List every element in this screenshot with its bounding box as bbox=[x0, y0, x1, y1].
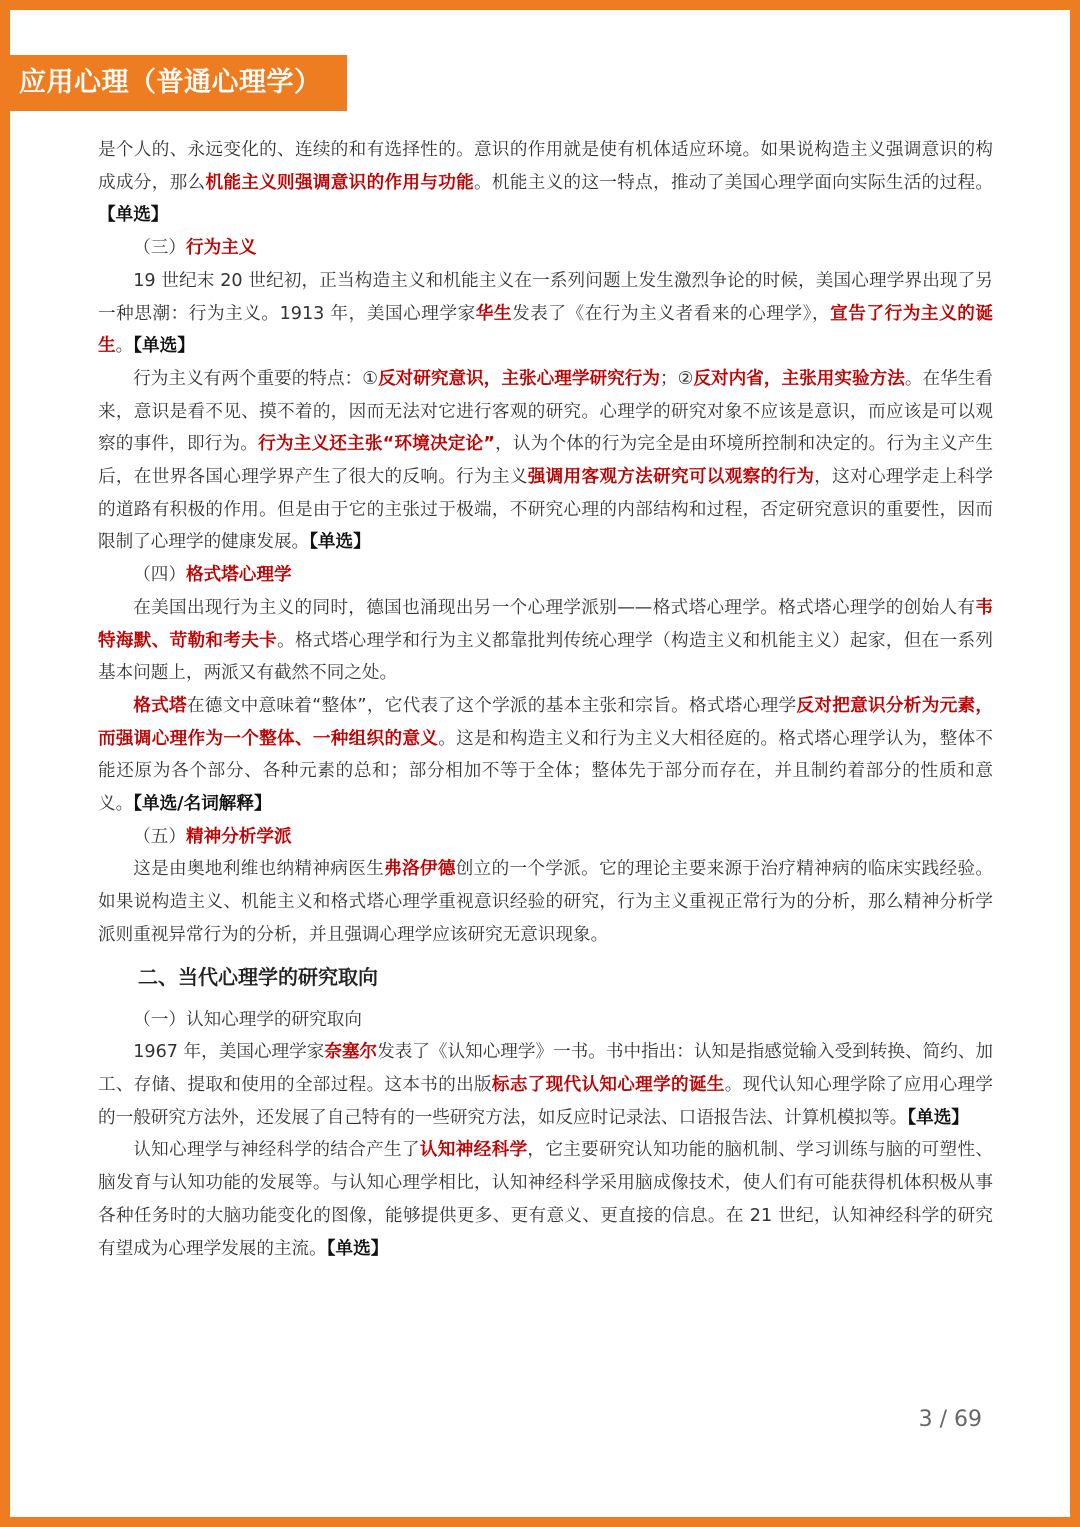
text-span: 是个人的、永远变化的、连续的和有选择性的。意识的作用就是使有机体适应环境。如果说构造主义强调意识的构成成分，那么 bbox=[98, 140, 993, 193]
text-span: 。格式塔心理学和行为主义都靠批判传统心理学（构造主义和机能主义）起家，但在一系列基本问题上，两派又有截然不同之处。 bbox=[98, 630, 993, 684]
paragraph-psychoanalysis bbox=[98, 853, 993, 951]
highlight-text: 标志了现代认知心理学的诞生 bbox=[491, 1074, 725, 1095]
text-span: 这是由奥地利维也纳精神病医生 bbox=[133, 859, 385, 880]
text-span: ，这对心理学走上科学的道路有积极的作用。但是由于它的主张过于极端，不研究心理的内部结构和过程，否定研究意识的重要性，因而限制了心理学的健康发展。 bbox=[98, 467, 993, 553]
section-number: （三） bbox=[133, 238, 186, 259]
header-title: 应用心理（普通心理学） bbox=[10, 55, 347, 111]
text-span: 行为主义有两个重要的特点：① bbox=[133, 368, 379, 389]
highlight-text: 弗洛伊德 bbox=[384, 859, 456, 880]
highlight-text: 行为主义还主张“环境决定论” bbox=[258, 434, 495, 455]
highlight-text: 反对把意识分析为元素，而强调心理作为一个整体、一种组织的意义 bbox=[98, 695, 993, 749]
text-span: 发表了《认知心理学》一书。书中指出：认知是指感觉输入受到转换、简约、加工、存储、提取和使用的全部过程。这本书的出版 bbox=[98, 1042, 993, 1095]
paragraph-cognitive-psychology bbox=[98, 1036, 993, 1134]
text-span: ，它主要研究认知功能的脑机制、学习训练与脑的可塑性、脑发育与认知功能的发展等。与认知心理学相比，认知神经科学采用脑成像技术，使人们有可能获得机体积极从事各种任务时的大脑功能变化的图像，能够提供更多、更有意义、更直接的信息。在 21 世纪，认知神经科学的研究有望成为心理学发展的主流。 bbox=[98, 1140, 993, 1259]
highlight-text: 反对内省，主张用实验方法 bbox=[693, 368, 905, 389]
highlight-text: 反对研究意识，主张心理学研究行为 bbox=[378, 368, 660, 389]
paragraph-functionalism-end bbox=[98, 134, 993, 232]
highlight-text: 强调用客观方法研究可以观察的行为 bbox=[527, 467, 815, 488]
highlight-text: 华生 bbox=[475, 303, 513, 324]
paragraph-gestalt-meaning bbox=[98, 690, 993, 821]
section-title: 精神分析学派 bbox=[185, 826, 292, 847]
text-span: 创立的一个学派。它的理论主要来源于治疗精神病的临床实践经验。如果说构造主义、机能主义和格式塔心理学重视意识经验的研究，行为主义重视正常行为的分析，那么精神分析学派则重视异常行为的分析，并且强调心理学应该研究无意识现象。 bbox=[98, 859, 993, 945]
section-heading-behaviorism bbox=[98, 232, 993, 265]
question-type-tag: 【单选】 bbox=[309, 532, 371, 553]
text-span: 。这是和构造主义和行为主义大相径庭的。格式塔心理学认为，整体不能还原为各个部分、各种元素的总和；部分相加不等于全体；整体先于部分而存在，并且制约着部分的性质和意义。 bbox=[98, 728, 993, 815]
highlight-text: 韦特海默、苛勒和考夫卡 bbox=[98, 597, 993, 651]
section-number: （四） bbox=[133, 565, 186, 586]
question-type-tag: 【单选】 bbox=[98, 205, 169, 226]
text-span: 。在华生看来，意识是看不见、摸不着的，因而无法对它进行客观的研究。心理学的研究对象不应该是意识，而应该是可以观察的事件，即行为。 bbox=[98, 368, 993, 455]
text-span: 。机能主义的这一特点，推动了美国心理学面向实际生活的过程。 bbox=[474, 172, 993, 193]
text-span: 在美国出现行为主义的同时，德国也涌现出另一个心理学派别——格式塔心理学。格式塔心理学的创始人有 bbox=[133, 597, 976, 618]
highlight-text: 奈塞尔 bbox=[324, 1042, 378, 1063]
text-span: 在德文中意味着“整体”，它代表了这个学派的基本主张和宗旨。格式塔心理学 bbox=[186, 695, 797, 716]
section-number: （五） bbox=[133, 826, 186, 847]
chapter-heading: 二、当代心理学的研究取向 bbox=[138, 964, 378, 989]
text-span: 认知心理学与神经科学的结合产生了 bbox=[133, 1140, 420, 1161]
page-content bbox=[98, 134, 993, 1265]
section-heading-gestalt bbox=[98, 559, 993, 592]
highlight-text: 认知神经科学 bbox=[419, 1140, 528, 1161]
paragraph-behaviorism-features bbox=[98, 363, 993, 559]
question-type-tag: 【单选/名词解释】 bbox=[133, 794, 272, 815]
question-type-tag: 【单选】 bbox=[133, 336, 195, 357]
paragraph-cognitive-neuroscience bbox=[98, 1134, 993, 1265]
section-title: 行为主义 bbox=[185, 238, 257, 259]
page-number: 3 / 69 bbox=[918, 1407, 982, 1432]
section-title: 格式塔心理学 bbox=[185, 565, 292, 586]
section-heading-psychoanalysis bbox=[98, 821, 993, 854]
highlight-text: 格式塔 bbox=[133, 695, 187, 716]
text-span: ；② bbox=[660, 368, 694, 389]
paragraph-behaviorism-origin bbox=[98, 265, 993, 363]
text-span: 发表了《在行为主义者看来的心理学》， bbox=[512, 303, 831, 324]
highlight-text: 宣告了行为主义的诞生 bbox=[98, 303, 993, 357]
paragraph-gestalt-founders bbox=[98, 592, 993, 690]
text-span: 19 世纪末 20 世纪初，正当构造主义和机能主义在一系列问题上发生激烈争论的时候，美国心理学界出现了另一种思潮：行为主义。1913 年，美国心理学家 bbox=[98, 270, 993, 324]
highlight-text: 机能主义则强调意识的作用与功能 bbox=[205, 172, 475, 193]
text-span: 1967 年，美国心理学家 bbox=[133, 1042, 325, 1063]
text-span: 。 bbox=[115, 336, 134, 357]
text-span: 。现代认知心理学除了应用心理学的一般研究方法外，还发展了自己特有的一些研究方法，如反应时记录法、口语报告法、计算机模拟等。 bbox=[98, 1074, 993, 1128]
section-heading-cognitive: （一）认知心理学的研究取向 bbox=[133, 1009, 362, 1030]
question-type-tag: 【单选】 bbox=[326, 1238, 389, 1259]
text-span: ，认为个体的行为完全是由环境所控制和决定的。行为主义产生后，在世界各国心理学界产生了很大的反响。行为主义 bbox=[98, 434, 993, 488]
question-type-tag: 【单选】 bbox=[907, 1107, 969, 1128]
